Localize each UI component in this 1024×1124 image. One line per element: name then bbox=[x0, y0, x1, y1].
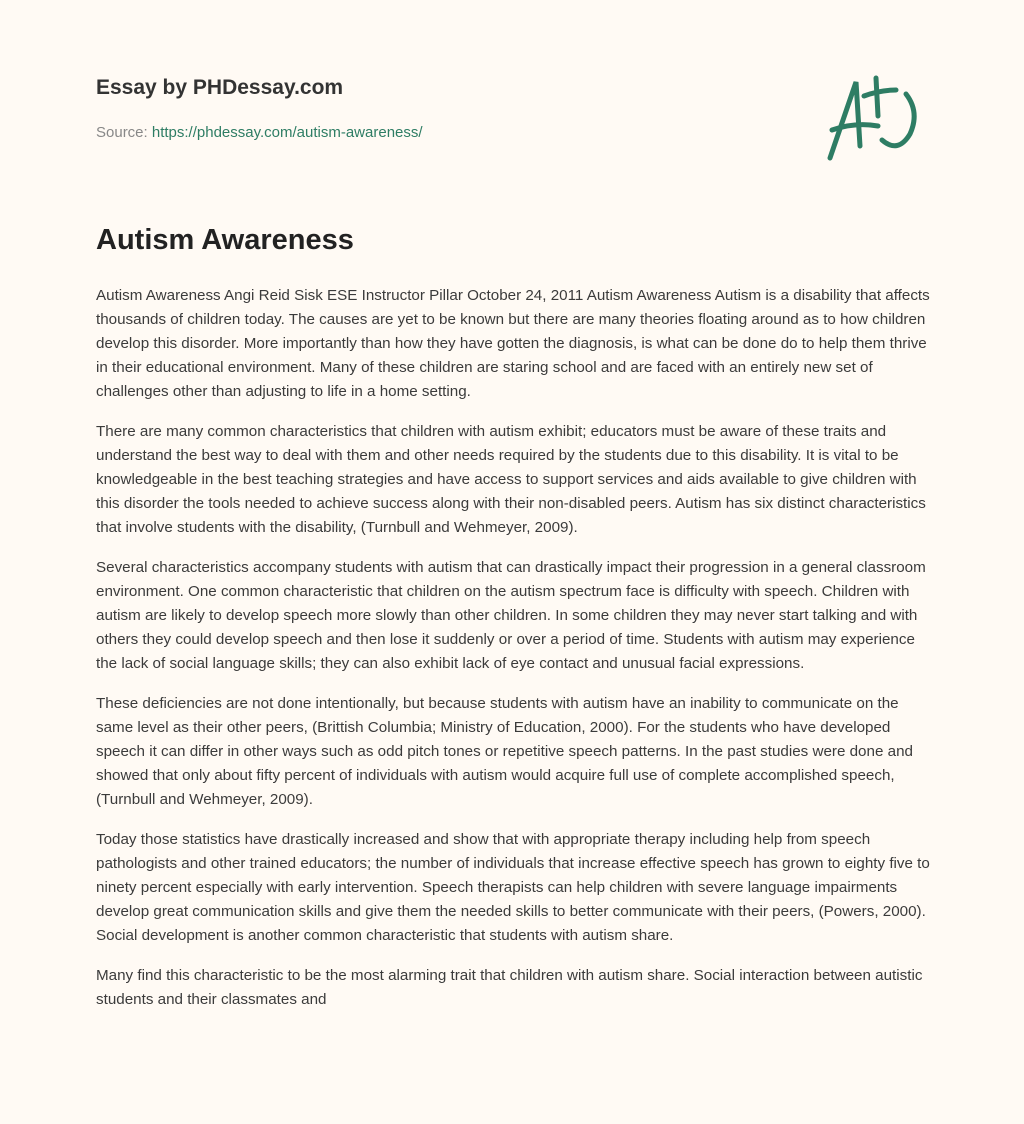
paragraph: Today those statistics have drastically increased and show that with appropriate therapy including help from speech pathologists and other trained educators; the number of individuals that increase effective speech has grown to eighty five to ninety percent especially with early intervention. Speech therapists can help children with severe language impairments develop great communication skills and give them the needed skills to better communicate with their peers, (Powers, 2000). Social development is another common characteristic that students with autism share. bbox=[96, 831, 930, 944]
paragraph: These deficiencies are not done intentionally, but because students with autism have an inability to communicate on the same level as their other peers, (Brittish Columbia; Ministry of Education, 2000). For the students who have developed speech it can differ in other ways such as odd pitch tones or repetitive speech patterns. In the past studies were done and showed that only about fifty percent of individuals with autism would acquire full use of complete accomplished speech, (Turnbull and Wehmeyer, 2009). bbox=[96, 695, 913, 808]
article-title: Autism Awareness bbox=[96, 224, 354, 256]
source-label: Source: bbox=[96, 124, 148, 141]
paragraph: Autism Awareness Angi Reid Sisk ESE Instructor Pillar October 24, 2011 Autism Awareness Autism is a disability that affects thousands of children today. The causes are yet to be known but there are many theories floating around as to how children develop this disorder. More importantly than how they have gotten the diagnosis, is what can be done do to help them thrive in their educational environment. Many of these children are staring school and are faced with an entirely new set of challenges other than adjusting to life in a home setting. bbox=[96, 287, 930, 400]
paragraph: Many find this characteristic to be the most alarming trait that children with autism share. Social interaction between autistic students and their classmates and bbox=[96, 967, 923, 1008]
a-plus-logo-icon bbox=[820, 68, 930, 164]
article-body bbox=[96, 284, 930, 1028]
source-line bbox=[96, 124, 423, 141]
paragraph: Several characteristics accompany students with autism that can drastically impact their progression in a general classroom environment. One common characteristic that children on the autism spectrum face is difficulty with speech. Children with autism are likely to develop speech more slowly than other children. In some children they may never start talking and with others they could develop speech and then lose it suddenly or over a period of time. Students with autism may experience the lack of social language skills; they can also exhibit lack of eye contact and unusual facial expressions. bbox=[96, 559, 926, 672]
source-link[interactable]: https://phdessay.com/autism-awareness/ bbox=[151, 124, 423, 141]
paragraph: There are many common characteristics that children with autism exhibit; educators must be aware of these traits and understand the best way to deal with them and other needs required by the students due to this disability. It is vital to be knowledgeable in the best teaching strategies and have access to support services and aids available to give children with this disorder the tools needed to achieve success along with their non-disabled peers. Autism has six distinct characteristics that involve students with the disability, (Turnbull and Wehmeyer, 2009). bbox=[96, 423, 926, 536]
brand-title: Essay by PHDessay.com bbox=[96, 76, 344, 99]
